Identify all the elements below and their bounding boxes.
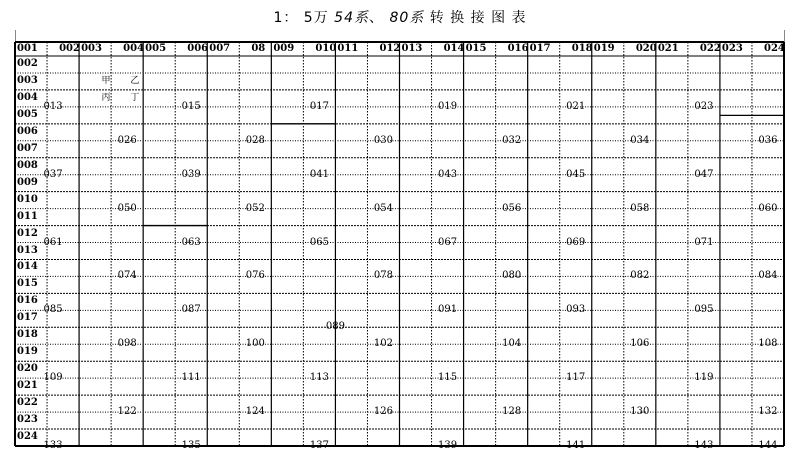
column-header-label: 002 — [59, 43, 80, 54]
sheet-number: 015 — [181, 100, 201, 112]
column-header-label: 08 — [251, 43, 266, 54]
sheet-number: 119 — [694, 372, 714, 384]
row-header-label: 012 — [17, 227, 38, 239]
sheet-number: 139 — [438, 440, 458, 451]
column-header-label: 009 — [273, 43, 295, 54]
sheet-number: 041 — [309, 168, 329, 180]
column-header-label: 012 — [379, 43, 401, 54]
column-header-label: 022 — [699, 43, 721, 54]
sheet-number: 122 — [117, 406, 137, 418]
quadrant-legend-label: 丙 — [101, 93, 111, 104]
sheet-number: 130 — [630, 406, 650, 418]
row-header-label: 013 — [17, 244, 38, 256]
title-prefix: 1： 5万 — [273, 10, 335, 26]
sheet-number: 065 — [309, 236, 329, 248]
sheet-number: 098 — [117, 338, 137, 350]
column-header-label: 001 — [17, 43, 38, 54]
sheet-number: 141 — [566, 440, 586, 451]
sheet-number: 028 — [245, 134, 265, 146]
title-separator: 、 — [369, 10, 390, 26]
sheet-number: 045 — [566, 168, 586, 180]
sheet-number: 032 — [502, 134, 522, 146]
sheet-number: 039 — [181, 168, 201, 180]
column-header-label: 014 — [443, 43, 465, 54]
row-header-label: 002 — [17, 58, 38, 69]
sheet-number: 108 — [758, 338, 778, 350]
row-header-label: 015 — [17, 278, 38, 290]
sheet-number: 100 — [245, 338, 265, 350]
sheet-number: 135 — [181, 440, 201, 451]
column-header-label: 015 — [465, 43, 487, 54]
column-header-label: 003 — [81, 43, 102, 54]
sheet-number: 019 — [438, 100, 458, 112]
row-header-label: 019 — [17, 346, 38, 358]
sheet-number: 052 — [245, 202, 265, 214]
sheet-number: 133 — [43, 440, 63, 451]
sheet-number: 061 — [43, 236, 63, 248]
sheet-number: 137 — [309, 440, 329, 451]
sheet-number: 050 — [117, 202, 137, 214]
column-header-label: 016 — [507, 43, 529, 54]
row-header-label: 018 — [17, 329, 38, 341]
quadrant-legend-label: 甲 — [101, 76, 111, 87]
sheet-number: 021 — [566, 100, 586, 112]
column-header-label: 024 — [764, 43, 785, 54]
sheet-number: 071 — [694, 236, 714, 248]
sheet-number: 080 — [502, 270, 522, 282]
row-header-label: 024 — [17, 431, 38, 443]
sheet-number: 058 — [630, 202, 650, 214]
sheet-number: 128 — [502, 406, 522, 418]
row-header-label: 003 — [17, 74, 38, 86]
sheet-number: 078 — [373, 270, 394, 282]
sheet-number: 087 — [181, 304, 201, 316]
row-header-label: 016 — [17, 295, 38, 307]
column-header-label: 021 — [657, 43, 679, 54]
row-header-label: 009 — [17, 176, 38, 188]
column-header-label: 005 — [145, 43, 167, 54]
sheet-number: 069 — [566, 236, 586, 248]
sheet-number: 111 — [181, 372, 201, 384]
row-header-label: 007 — [17, 142, 38, 154]
title-suffix: 转 换 接 图 表 — [424, 10, 527, 26]
column-header-label: 023 — [721, 43, 743, 54]
row-header-label: 020 — [17, 363, 38, 375]
row-header-label: 010 — [17, 193, 38, 205]
sheet-number: 013 — [43, 100, 63, 112]
column-header-label: 020 — [635, 43, 657, 54]
column-header-label: 017 — [529, 43, 551, 54]
sheet-number: 104 — [502, 338, 522, 350]
sheet-number: 082 — [630, 270, 650, 282]
sheet-number: 144 — [758, 440, 778, 451]
sheet-number: 023 — [694, 100, 714, 112]
sheet-number: 030 — [373, 134, 394, 146]
row-header-label: 021 — [17, 380, 38, 392]
column-header-label: 010 — [315, 43, 337, 54]
title-series-54: 54系 — [334, 10, 369, 26]
column-header-label: 004 — [123, 43, 145, 54]
row-header-label: 008 — [17, 159, 38, 171]
sheet-number: 060 — [758, 202, 778, 214]
row-header-label: 011 — [17, 210, 38, 222]
column-header-label: 019 — [593, 43, 615, 54]
sheet-number: 047 — [694, 168, 714, 180]
row-header-label: 014 — [17, 261, 38, 273]
quadrant-legend-label: 乙 — [130, 76, 140, 87]
sheet-number: 102 — [373, 338, 394, 350]
sheet-number: 043 — [438, 168, 458, 180]
row-header-label: 006 — [17, 125, 38, 137]
sheet-number: 093 — [566, 304, 586, 316]
row-header-label: 004 — [17, 91, 38, 103]
sheet-number: 085 — [43, 304, 63, 316]
sheet-number: 109 — [43, 372, 63, 384]
column-header-label: 007 — [209, 43, 231, 54]
sheet-number: 067 — [438, 236, 458, 248]
sheet-number: 106 — [630, 338, 650, 350]
quadrant-legend-label: 丁 — [130, 93, 140, 104]
column-header-label: 018 — [571, 43, 593, 54]
sheet-number: 054 — [373, 202, 394, 214]
sheet-number: 126 — [373, 406, 394, 418]
column-header-label: 013 — [401, 43, 423, 54]
sheet-number: 095 — [694, 304, 714, 316]
sheet-number: 036 — [758, 134, 778, 146]
column-header-label: 006 — [187, 43, 209, 54]
sheet-number: 074 — [117, 270, 137, 282]
sheet-number: 037 — [43, 168, 63, 180]
sheet-number: 113 — [309, 372, 329, 384]
sheet-number: 017 — [309, 100, 329, 112]
sheet-number: 117 — [566, 372, 586, 384]
sheet-number: 026 — [117, 134, 137, 146]
row-header-label: 023 — [17, 414, 38, 426]
sheet-number: 124 — [245, 406, 265, 418]
sheet-number: 115 — [438, 372, 458, 384]
title-series-80: 80系 — [389, 10, 425, 26]
sheet-number: 076 — [245, 270, 265, 282]
sheet-number: 084 — [758, 270, 778, 282]
row-header-label: 005 — [17, 108, 38, 120]
sheet-number: 063 — [181, 236, 201, 248]
sheet-number: 143 — [694, 440, 714, 451]
column-header-label: 011 — [337, 43, 359, 54]
row-header-label: 017 — [17, 312, 38, 324]
sheet-number: 091 — [438, 304, 458, 316]
sheet-number: 056 — [502, 202, 522, 214]
sheet-number: 132 — [758, 406, 778, 418]
sheet-number: 034 — [630, 134, 650, 146]
sheet-number: 089 — [325, 321, 345, 333]
row-header-label: 022 — [17, 397, 38, 409]
